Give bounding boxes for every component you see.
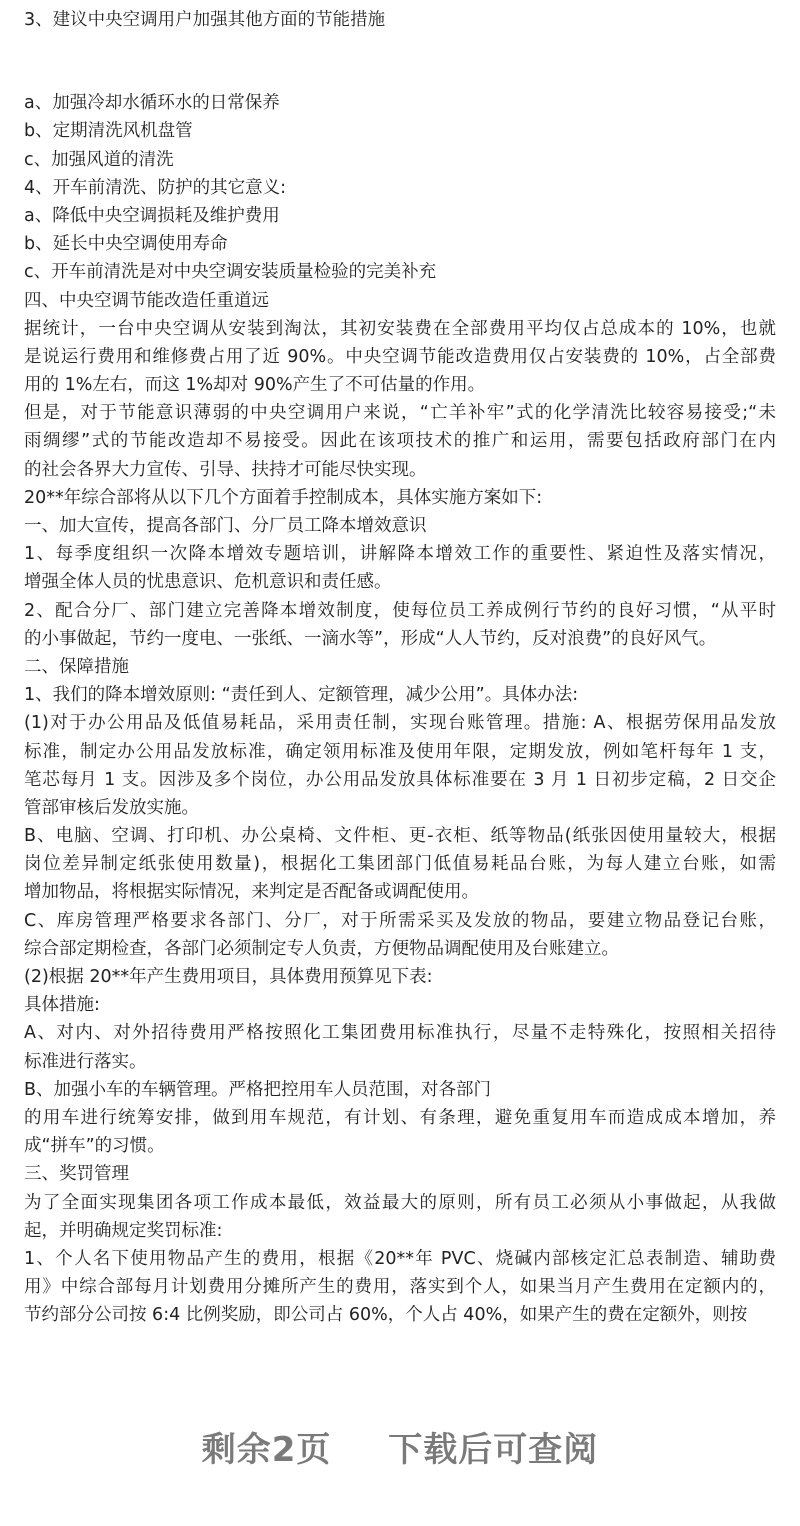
text-line: b、延长中央空调使用寿命 — [24, 234, 228, 255]
text-line: (1)对于办公用品及低值易耗品，采用责任制，实现台账管理。措施: A、根据劳保用品发放 — [24, 713, 776, 734]
paragraph — [24, 1160, 776, 1188]
text-line: 标准，制定办公用品发放标准，确定领用标准及使用年限，定期发放，例如笔杆每年 1 支， — [24, 741, 776, 762]
paragraph — [24, 1245, 776, 1330]
text-line: B、电脑、空调、打印机、办公桌椅、文件柜、更-衣柜、纸等物品(纸张因使用量较大，根据 — [24, 826, 776, 847]
text-line: 1、个人名下使用物品产生的费用，根据《20**年 PVC、烧碱内部核定汇总表制造、辅助费 — [24, 1248, 776, 1269]
text-line: 用的 1%左右，而这 1%却对 90%产生了不可估量的作用。 — [24, 375, 486, 396]
paragraph — [24, 681, 776, 709]
text-line: a、降低中央空调损耗及维护费用 — [24, 205, 280, 226]
text-line: (2)根据 20**年产生费用项目，具体费用预算见下表: — [24, 967, 433, 987]
paragraph — [24, 512, 776, 540]
paragraph — [24, 230, 776, 258]
paragraph — [24, 146, 776, 174]
text-line: a、加强冷却水循环水的日常保养 — [24, 93, 280, 114]
paragraph — [24, 907, 776, 963]
paragraph — [24, 174, 776, 202]
text-line: A、对内、对外招待费用严格按照化工集团费用标准执行，尽量不走特殊化，按照相关招待 — [24, 1023, 776, 1044]
text-line: 增强全体人员的忧患意识、危机意识和责任感。 — [24, 572, 392, 593]
text-line: 起，并明确规定奖罚标准: — [24, 1220, 223, 1241]
text-line: 1、我们的降本增效原则: “责任到人、定额管理，减少公用”。具体办法: — [24, 685, 579, 706]
text-line: c、加强风道的清洗 — [24, 149, 174, 170]
text-line: 的社会各界大力宣传、引导、扶持才可能尽快实现。 — [24, 459, 427, 480]
text-line: 综合部定期检查，各部门必须制定专人负责，方便物品调配使用及台账建立。 — [24, 938, 619, 959]
paragraph — [24, 991, 776, 1019]
text-line: b、定期清洗风机盘管 — [24, 121, 193, 142]
text-line: 三、奖罚管理 — [24, 1164, 129, 1185]
remaining-pages-text: 剩余2页 — [201, 1430, 332, 1470]
text-line: c、开车前清洗是对中央空调安装质量检验的完美补充 — [24, 262, 437, 283]
paragraph — [24, 540, 776, 596]
download-prompt[interactable] — [0, 1422, 800, 1471]
paragraph — [24, 597, 776, 653]
paragraph — [24, 1076, 776, 1104]
text-line: 的用车进行统筹安排，做到用车规范，有计划、有条理，避免重复用车而造成成本增加，养 — [24, 1107, 776, 1128]
text-line: 节约部分公司按 6:4 比例奖励，即公司占 60%，个人占 40%，如果产生的费在定额外，则按 — [24, 1305, 748, 1326]
text-line: 的小事做起，节约一度电、一张纸、一滴水等”，形成“人人节约，反对浪费”的良好风气。 — [24, 628, 717, 649]
paragraph — [24, 963, 776, 991]
text-line: 管部审核后发放实施。 — [24, 797, 199, 818]
text-line: 4、开车前清洗、防护的其它意义: — [24, 177, 287, 198]
text-line: B、加强小车的车辆管理。严格把控用车人员范围，对各部门 — [24, 1079, 492, 1100]
paragraph — [24, 709, 776, 822]
text-line: 2、配合分厂、部门建立完善降本增效制度，使每位员工养成例行节约的良好习惯，“从平时 — [24, 600, 776, 621]
text-line: 为了全面实现集团各项工作成本最低，效益最大的原则，所有员工必须从小事做起，从我做 — [24, 1192, 776, 1213]
paragraph — [24, 1189, 776, 1245]
paragraph — [24, 287, 776, 315]
paragraph — [24, 117, 776, 145]
text-line: 20**年综合部将从以下几个方面着手控制成本，具体实施方案如下: — [24, 487, 543, 508]
download-to-read-text: 下载后可查阅 — [388, 1430, 599, 1470]
paragraph — [24, 315, 776, 400]
intro-line: 3、建议中央空调用户加强其他方面的节能措施 — [24, 10, 386, 30]
text-line: 标准进行落实。 — [24, 1051, 147, 1072]
text-line: 用》中综合部每月计划费用分摊所产生的费用，落实到个人，如果当月产生费用在定额内的， — [24, 1277, 776, 1298]
text-line: C、库房管理严格要求各部门、分厂，对于所需采买及发放的物品，要建立物品登记台账， — [24, 910, 776, 931]
paragraph — [24, 258, 776, 286]
paragraph — [24, 202, 776, 230]
paragraph — [24, 1019, 776, 1075]
text-line: 四、中央空调节能改造任重道远 — [24, 290, 269, 311]
spacer — [24, 34, 776, 89]
text-line: 成“拼车”的习惯。 — [24, 1136, 165, 1157]
text-line: 据统计，一台中央空调从安装到淘汰，其初安装费在全部费用平均仅占总成本的 10%，也就 — [24, 318, 776, 339]
paragraph — [24, 399, 776, 484]
text-line: 一、加大宣传，提高各部门、分厂员工降本增效意识 — [24, 516, 427, 536]
paragraph — [24, 89, 776, 117]
paragraph — [24, 1104, 776, 1160]
text-line: 具体措施: — [24, 995, 100, 1016]
paragraph — [24, 484, 776, 512]
text-line: 是说运行费用和维修费占用了近 90%。中央空调节能改造费用仅占安装费的 10%，占全部费 — [24, 346, 776, 367]
document-body — [24, 6, 776, 1329]
text-line: 二、保障措施 — [24, 656, 129, 677]
text-line: 但是，对于节能意识薄弱的中央空调用户来说，“亡羊补牢”式的化学清洗比较容易接受;“未 — [24, 403, 776, 424]
text-line: 岗位差异制定纸张使用数量)，根据化工集团部门低值易耗品台账，为每人建立台账，如需 — [24, 854, 776, 875]
text-line: 雨绸缪”式的节能改造却不易接受。因此在该项技术的推广和运用，需要包括政府部门在内 — [24, 431, 776, 452]
text-line: 增加物品，将根据实际情况，来判定是否配备或调配使用。 — [24, 882, 479, 903]
text-line: 1、每季度组织一次降本增效专题培训，讲解降本增效工作的重要性、紧迫性及落实情况， — [24, 544, 776, 565]
paragraph — [24, 653, 776, 681]
paragraph — [24, 822, 776, 907]
text-line: 笔芯每月 1 支。因涉及多个岗位，办公用品发放具体标准要在 3 月 1 日初步定稿，2 日交企 — [24, 769, 776, 790]
paragraphs — [24, 89, 776, 1329]
